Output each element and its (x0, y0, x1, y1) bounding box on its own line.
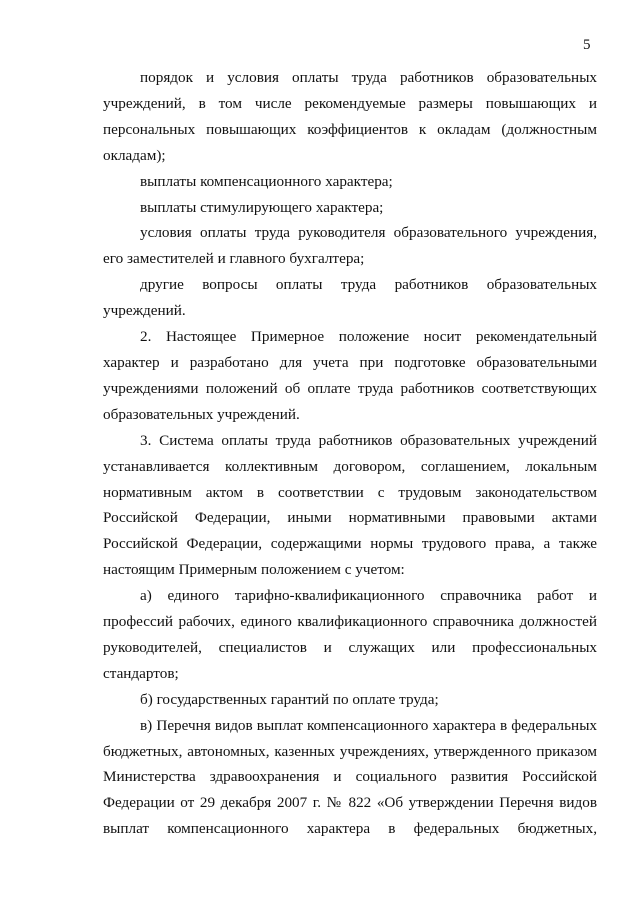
paragraph-other-questions: другие вопросы оплаты труда работников образовательных учреждений. (103, 276, 597, 320)
paragraph-compensation-payments: выплаты компенсационного характера; (140, 172, 393, 190)
document-body (103, 65, 597, 842)
paragraph-item-2: 2. Настоящее Примерное положение носит рекомендательный характер и разработано для учета при подготовке образовательными учреждениями положений об оплате труда работников соответствующих образовательных учреждений. (103, 328, 597, 423)
page-number: 5 (583, 37, 591, 53)
paragraph-director-pay: условия оплаты труда руководителя образовательного учреждения, его заместителей и главного бухгалтера; (103, 224, 597, 268)
paragraph-subitem-a: а) единого тарифно-квалификационного справочника работ и профессий рабочих, единого квалификационного справочника должностей руководителей, специалистов и служащих или профессиональных стандартов; (103, 587, 597, 682)
paragraph-subitem-v: в) Перечня видов выплат компенсационного характера в федеральных бюджетных, автономных, казенных учреждениях, утвержденного приказом Министерства здравоохранения и социального развития Российской Федерации от 29 декабря 2007 г. № 822 «Об утверждении Перечня видов выплат компенсационного характера в федеральных бюджетных, (103, 716, 597, 838)
paragraph-subitem-b: б) государственных гарантий по оплате труда; (140, 690, 439, 708)
paragraph-item-3: 3. Система оплаты труда работников образовательных учреждений устанавливается коллективным договором, соглашением, локальным нормативным актом в соответствии с трудовым законодательством Российской Федерации, иными нормативными правовыми актами Российской Федерации, содержащими нормы трудового права, а также настоящим Примерным положением с учетом: (103, 431, 597, 579)
paragraph-incentive-payments: выплаты стимулирующего характера; (140, 198, 384, 216)
paragraph-pay-order: порядок и условия оплаты труда работников образовательных учреждений, в том числе рекомендуемые размеры повышающих и персональных повышающих коэффициентов к окладам (должностным окладам); (103, 69, 597, 164)
